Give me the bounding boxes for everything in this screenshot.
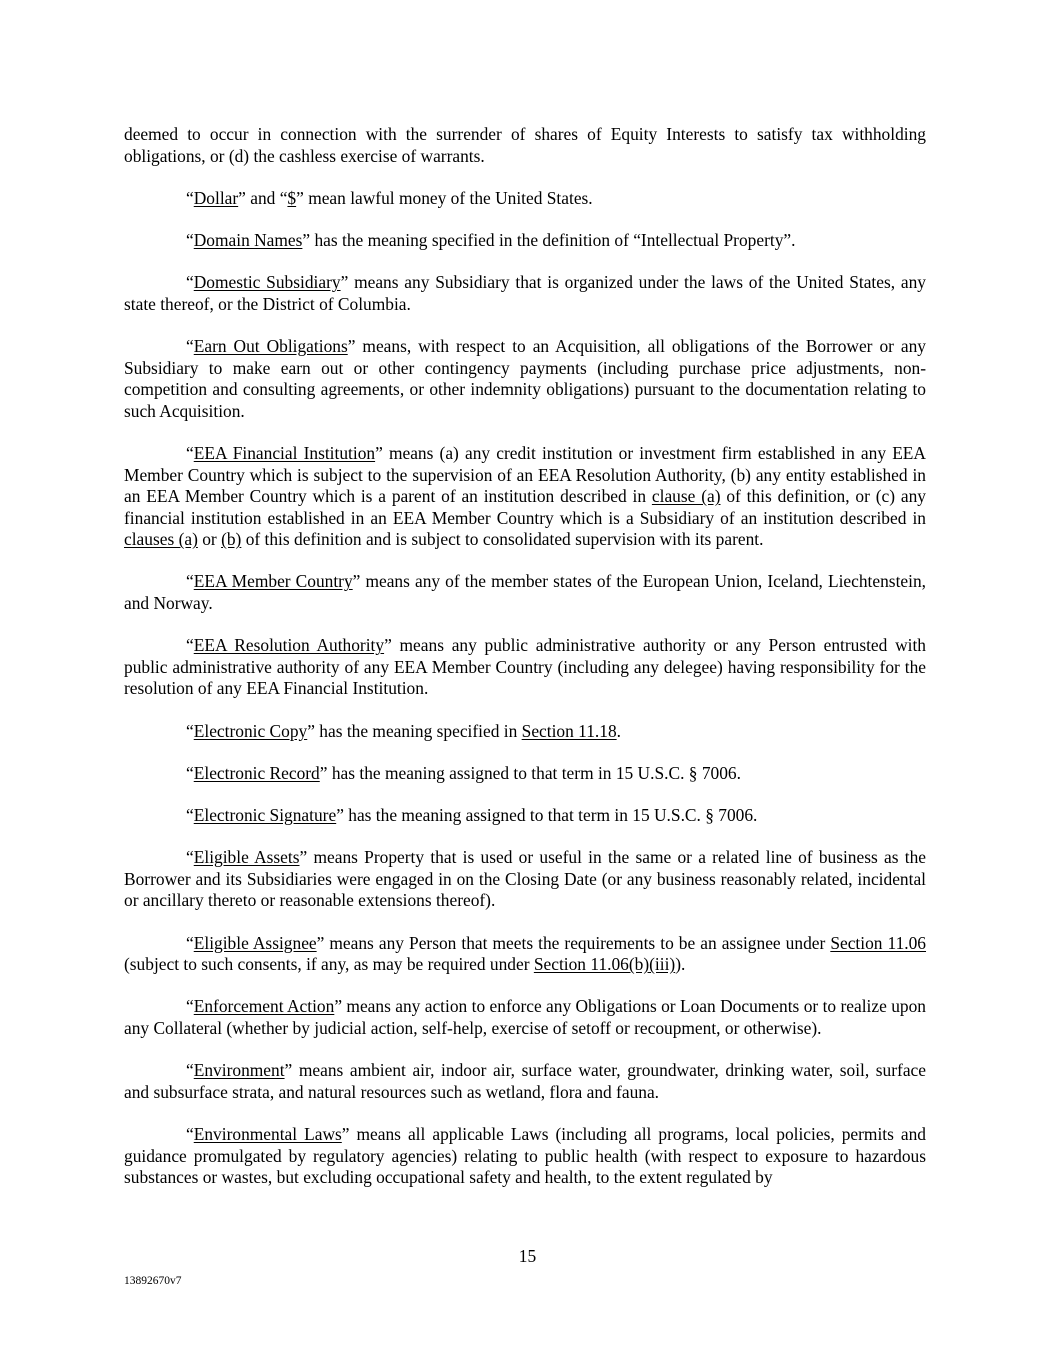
definition-paragraph: [124, 933, 926, 976]
definition-text: ).: [675, 954, 686, 975]
definition-text: “: [186, 187, 194, 208]
definition-text: .: [616, 720, 622, 741]
defined-term-reference: Environmental Laws: [193, 1123, 342, 1144]
definition-text: ” has the meaning assigned to that term in 15 U.S.C. § 7006.: [319, 762, 741, 783]
defined-term-reference: Domain Names: [193, 229, 303, 250]
defined-term-reference: Enforcement Action: [193, 996, 335, 1017]
definition-text: “: [186, 635, 194, 656]
definition-text: “: [186, 272, 194, 293]
definition-text: of this definition and is subject to consolidated supervision with its parent.: [241, 529, 764, 550]
definition-text: “: [186, 996, 194, 1017]
definition-paragraph: [124, 996, 926, 1039]
definition-paragraph: [124, 336, 926, 422]
page-number: 15: [518, 1246, 537, 1266]
definition-paragraph: [124, 805, 926, 827]
defined-term-reference: Earn Out Obligations: [193, 335, 348, 356]
definition-text: ” means Property that is used or useful in the same or a related line of business as the Borrower and its Subsidiaries were engaged in on the Closing Date (or any business reasonably related, incidental or ancillary thereto or reasonable extensions thereof).: [124, 847, 927, 911]
definition-text: ” means all applicable Laws (including all programs, local policies, permits and guidance promulgated by regulatory agencies) relating to public health (with respect to exposure to hazardous substances or wastes, but excluding occupational safety and health, to the extent regulated by: [124, 1123, 926, 1188]
definition-text: “: [186, 805, 194, 825]
definition-paragraph: [124, 721, 926, 743]
definition-text: ” means any action to enforce any Obligations or Loan Documents or to realize upon any Collateral (whether by judicial action, self-help, exercise of setoff or recoupment, or otherwise).: [124, 996, 926, 1038]
definition-paragraph: [124, 1124, 926, 1189]
definition-paragraph: [124, 571, 926, 614]
defined-term-reference: $: [287, 187, 297, 208]
definition-text: or: [197, 529, 222, 550]
definition-text: ” has the meaning specified in the definition of “Intellectual Property”.: [302, 229, 796, 250]
defined-term-reference: Eligible Assignee: [193, 932, 317, 953]
defined-term-reference: (b): [221, 529, 242, 550]
defined-term-reference: EEA Financial Institution: [193, 442, 376, 463]
defined-term-reference: clauses (a): [124, 529, 198, 550]
definition-text: “: [186, 442, 194, 463]
definition-paragraph: [124, 763, 926, 785]
page-body: [124, 124, 926, 1209]
defined-term-reference: Electronic Record: [193, 762, 320, 783]
defined-term-reference: EEA Resolution Authority: [193, 635, 385, 656]
definition-paragraph: [124, 847, 926, 912]
definition-text: ” means, with respect to an Acquisition, all obligations of the Borrower or any Subsidiary to make earn out or other contingency payments (including purchase price adjustments, non-competition and consulting agreements, or other indemnity obligations) pursuant to the documentation relating to such Acquisition.: [124, 335, 926, 421]
definitions-list: [124, 188, 926, 1189]
definition-text: ” means any Person that meets the requirements to be an assignee under: [316, 932, 831, 953]
definition-paragraph: [124, 272, 926, 315]
definition-paragraph: [124, 443, 926, 551]
defined-term-reference: Environment: [193, 1060, 285, 1081]
definition-text: ” means any public administrative authority or any Person entrusted with public administrative authority of any EEA Member Country (including any delegee) having responsibility for the resolution of any EEA Financial Institution.: [124, 635, 926, 699]
definition-text: ” means any of the member states of the European Union, Iceland, Liechtenstein, and Norway.: [124, 571, 926, 614]
defined-term-reference: Section 11.06(b)(iii): [533, 954, 676, 975]
defined-term-reference: Domestic Subsidiary: [193, 272, 341, 293]
definition-text: “: [186, 762, 194, 783]
definition-text: “: [186, 720, 194, 741]
defined-term-reference: Eligible Assets: [193, 847, 300, 868]
definition-text: “: [186, 1123, 194, 1144]
definition-text: of this definition, or (c) any financial institution established in an EEA Member Country which is a Subsidiary of an institution described in: [124, 486, 926, 528]
definition-text: ” means (a) any credit institution or investment firm established in any EEA Member Country which is subject to the supervision of an EEA Resolution Authority, (b) any entity established in an EEA Member Country which is a parent of an institution described in: [124, 442, 926, 507]
definition-text: ” has the meaning assigned to that term in 15 U.S.C. § 7006.: [336, 805, 758, 825]
defined-term-reference: Electronic Signature: [193, 805, 337, 825]
definition-paragraph: [124, 635, 926, 700]
defined-term-reference: clause (a): [651, 486, 721, 507]
definition-text: “: [186, 932, 194, 953]
definition-text: “: [186, 571, 194, 592]
definition-text: ” and “: [238, 187, 288, 208]
definition-text: “: [186, 335, 194, 356]
definition-text: ” means any Subsidiary that is organized under the laws of the United States, any state thereof, or the District of Columbia.: [124, 272, 926, 314]
defined-term-reference: Section 11.06: [830, 932, 927, 953]
definition-text: “: [186, 847, 194, 868]
defined-term-reference: Electronic Copy: [193, 720, 308, 741]
definition-text: “: [186, 1060, 194, 1081]
defined-term-reference: EEA Member Country: [193, 571, 353, 592]
definition-text: ” mean lawful money of the United States.: [296, 187, 593, 208]
definition-text: “: [186, 229, 194, 250]
defined-term-reference: Section 11.18: [521, 720, 617, 741]
definition-paragraph: [124, 230, 926, 252]
definition-text: (subject to such consents, if any, as may be required under: [124, 954, 534, 975]
continuation-paragraph: deemed to occur in connection with the surrender of shares of Equity Interests to satisfy tax withholding obligations, or (d) the cashless exercise of warrants.: [124, 124, 926, 166]
definition-paragraph: [124, 1060, 926, 1103]
document-id: 13892670v7: [124, 1275, 182, 1287]
definition-paragraph: [124, 188, 926, 210]
definition-text: ” has the meaning specified in: [307, 720, 522, 741]
defined-term-reference: Dollar: [193, 187, 239, 208]
definition-text: ” means ambient air, indoor air, surface water, groundwater, drinking water, soil, surface and subsurface strata, and natural resources such as wetland, flora and fauna.: [124, 1060, 926, 1102]
